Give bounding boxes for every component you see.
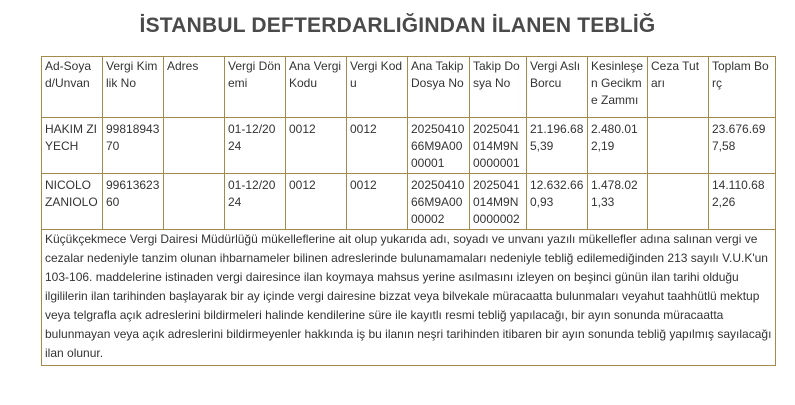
header-ana-takip-dosya-no: Ana Takip Dosya No bbox=[408, 57, 470, 118]
header-ana-vergi-kodu: Ana Vergi Kodu bbox=[286, 57, 347, 118]
header-toplam-borc: Toplam Borç bbox=[709, 57, 776, 118]
table-row bbox=[42, 118, 776, 174]
cell-vergi-asli-borcu: 12.632.660,93 bbox=[527, 174, 588, 230]
cell-vergi-kodu: 0012 bbox=[347, 174, 408, 230]
cell-vergi-donemi: 01-12/2024 bbox=[225, 118, 286, 174]
notice-row bbox=[42, 230, 776, 366]
cell-kesinlesen-gecikme-zammi: 1.478.021,33 bbox=[588, 174, 648, 230]
cell-ana-takip-dosya-no: 2025041066M9A0000002 bbox=[408, 174, 470, 230]
header-kesinlesen-gecikme-zammi: Kesinleşen Gecikme Zammı bbox=[588, 57, 648, 118]
cell-toplam-borc: 14.110.682,26 bbox=[709, 174, 776, 230]
cell-kesinlesen-gecikme-zammi: 2.480.012,19 bbox=[588, 118, 648, 174]
debt-notice-table bbox=[41, 56, 776, 366]
cell-vergi-kimlik-no: 9981894370 bbox=[103, 118, 164, 174]
cell-takip-dosya-no: 2025041014M9N0000001 bbox=[470, 118, 527, 174]
cell-ceza-tutari bbox=[648, 174, 709, 230]
header-adres: Adres bbox=[164, 57, 225, 118]
header-vergi-donemi: Vergi Dönemi bbox=[225, 57, 286, 118]
cell-vergi-asli-borcu: 21.196.685,39 bbox=[527, 118, 588, 174]
cell-takip-dosya-no: 2025041014M9N0000002 bbox=[470, 174, 527, 230]
cell-adres bbox=[164, 118, 225, 174]
table-header-row bbox=[42, 57, 776, 118]
header-ad-soyad: Ad-Soyad/Unvan bbox=[42, 57, 103, 118]
header-takip-dosya-no: Takip Dosya No bbox=[470, 57, 527, 118]
cell-vergi-donemi: 01-12/2024 bbox=[225, 174, 286, 230]
cell-ana-vergi-kodu: 0012 bbox=[286, 174, 347, 230]
cell-adres bbox=[164, 174, 225, 230]
cell-ceza-tutari bbox=[648, 118, 709, 174]
cell-ad-soyad: NICOLO ZANIOLO bbox=[42, 174, 103, 230]
table-row bbox=[42, 174, 776, 230]
notice-text: Küçükçekmece Vergi Dairesi Müdürlüğü mükelleflerine ait olup yukarıda adı, soyadı ve unvanı yazılı mükellefler adına salınan vergi ve cezalar nedeniyle tanzim olunan ihbarnameler bilinen adreslerinde bulunamamaları nedeniyle tebliğ edilemediğinden 213 sayılı V.U.K'un 103-106. maddelerine istinaden vergi dairesince ilan koymaya mahsus yerine asılmasını izleyen on beşinci günün ilan tarihi olduğu ilgililerin ilan tarihinden başlayarak bir ay içinde vergi dairesine bizzat veya bilvekale müracaatta bulunmaları veyahut taahhütlü mektup veya telgrafla açık adreslerini bildirmeleri halinde kendilerine süre ile kayıtlı resmi tebliğ yapılacağı, bir ayın sonunda müracaatta bulunmayan veya açık adreslerini bildirmeyenler hakkında iş bu ilanın neşri tarihinden itibaren bir ayın sonunda tebliğ yapılmış sayılacağı ilan olunur. bbox=[42, 230, 776, 366]
header-vergi-kimlik-no: Vergi Kimlik No bbox=[103, 57, 164, 118]
cell-vergi-kodu: 0012 bbox=[347, 118, 408, 174]
header-vergi-kodu: Vergi Kodu bbox=[347, 57, 408, 118]
cell-ana-vergi-kodu: 0012 bbox=[286, 118, 347, 174]
page-title: İSTANBUL DEFTERDARLIĞINDAN İLANEN TEBLİĞ bbox=[139, 14, 656, 37]
cell-vergi-kimlik-no: 9961362360 bbox=[103, 174, 164, 230]
cell-ana-takip-dosya-no: 2025041066M9A0000001 bbox=[408, 118, 470, 174]
header-ceza-tutari: Ceza Tutarı bbox=[648, 57, 709, 118]
cell-ad-soyad: HAKIM ZIYECH bbox=[42, 118, 103, 174]
header-vergi-asli-borcu: Vergi Aslı Borcu bbox=[527, 57, 588, 118]
cell-toplam-borc: 23.676.697,58 bbox=[709, 118, 776, 174]
